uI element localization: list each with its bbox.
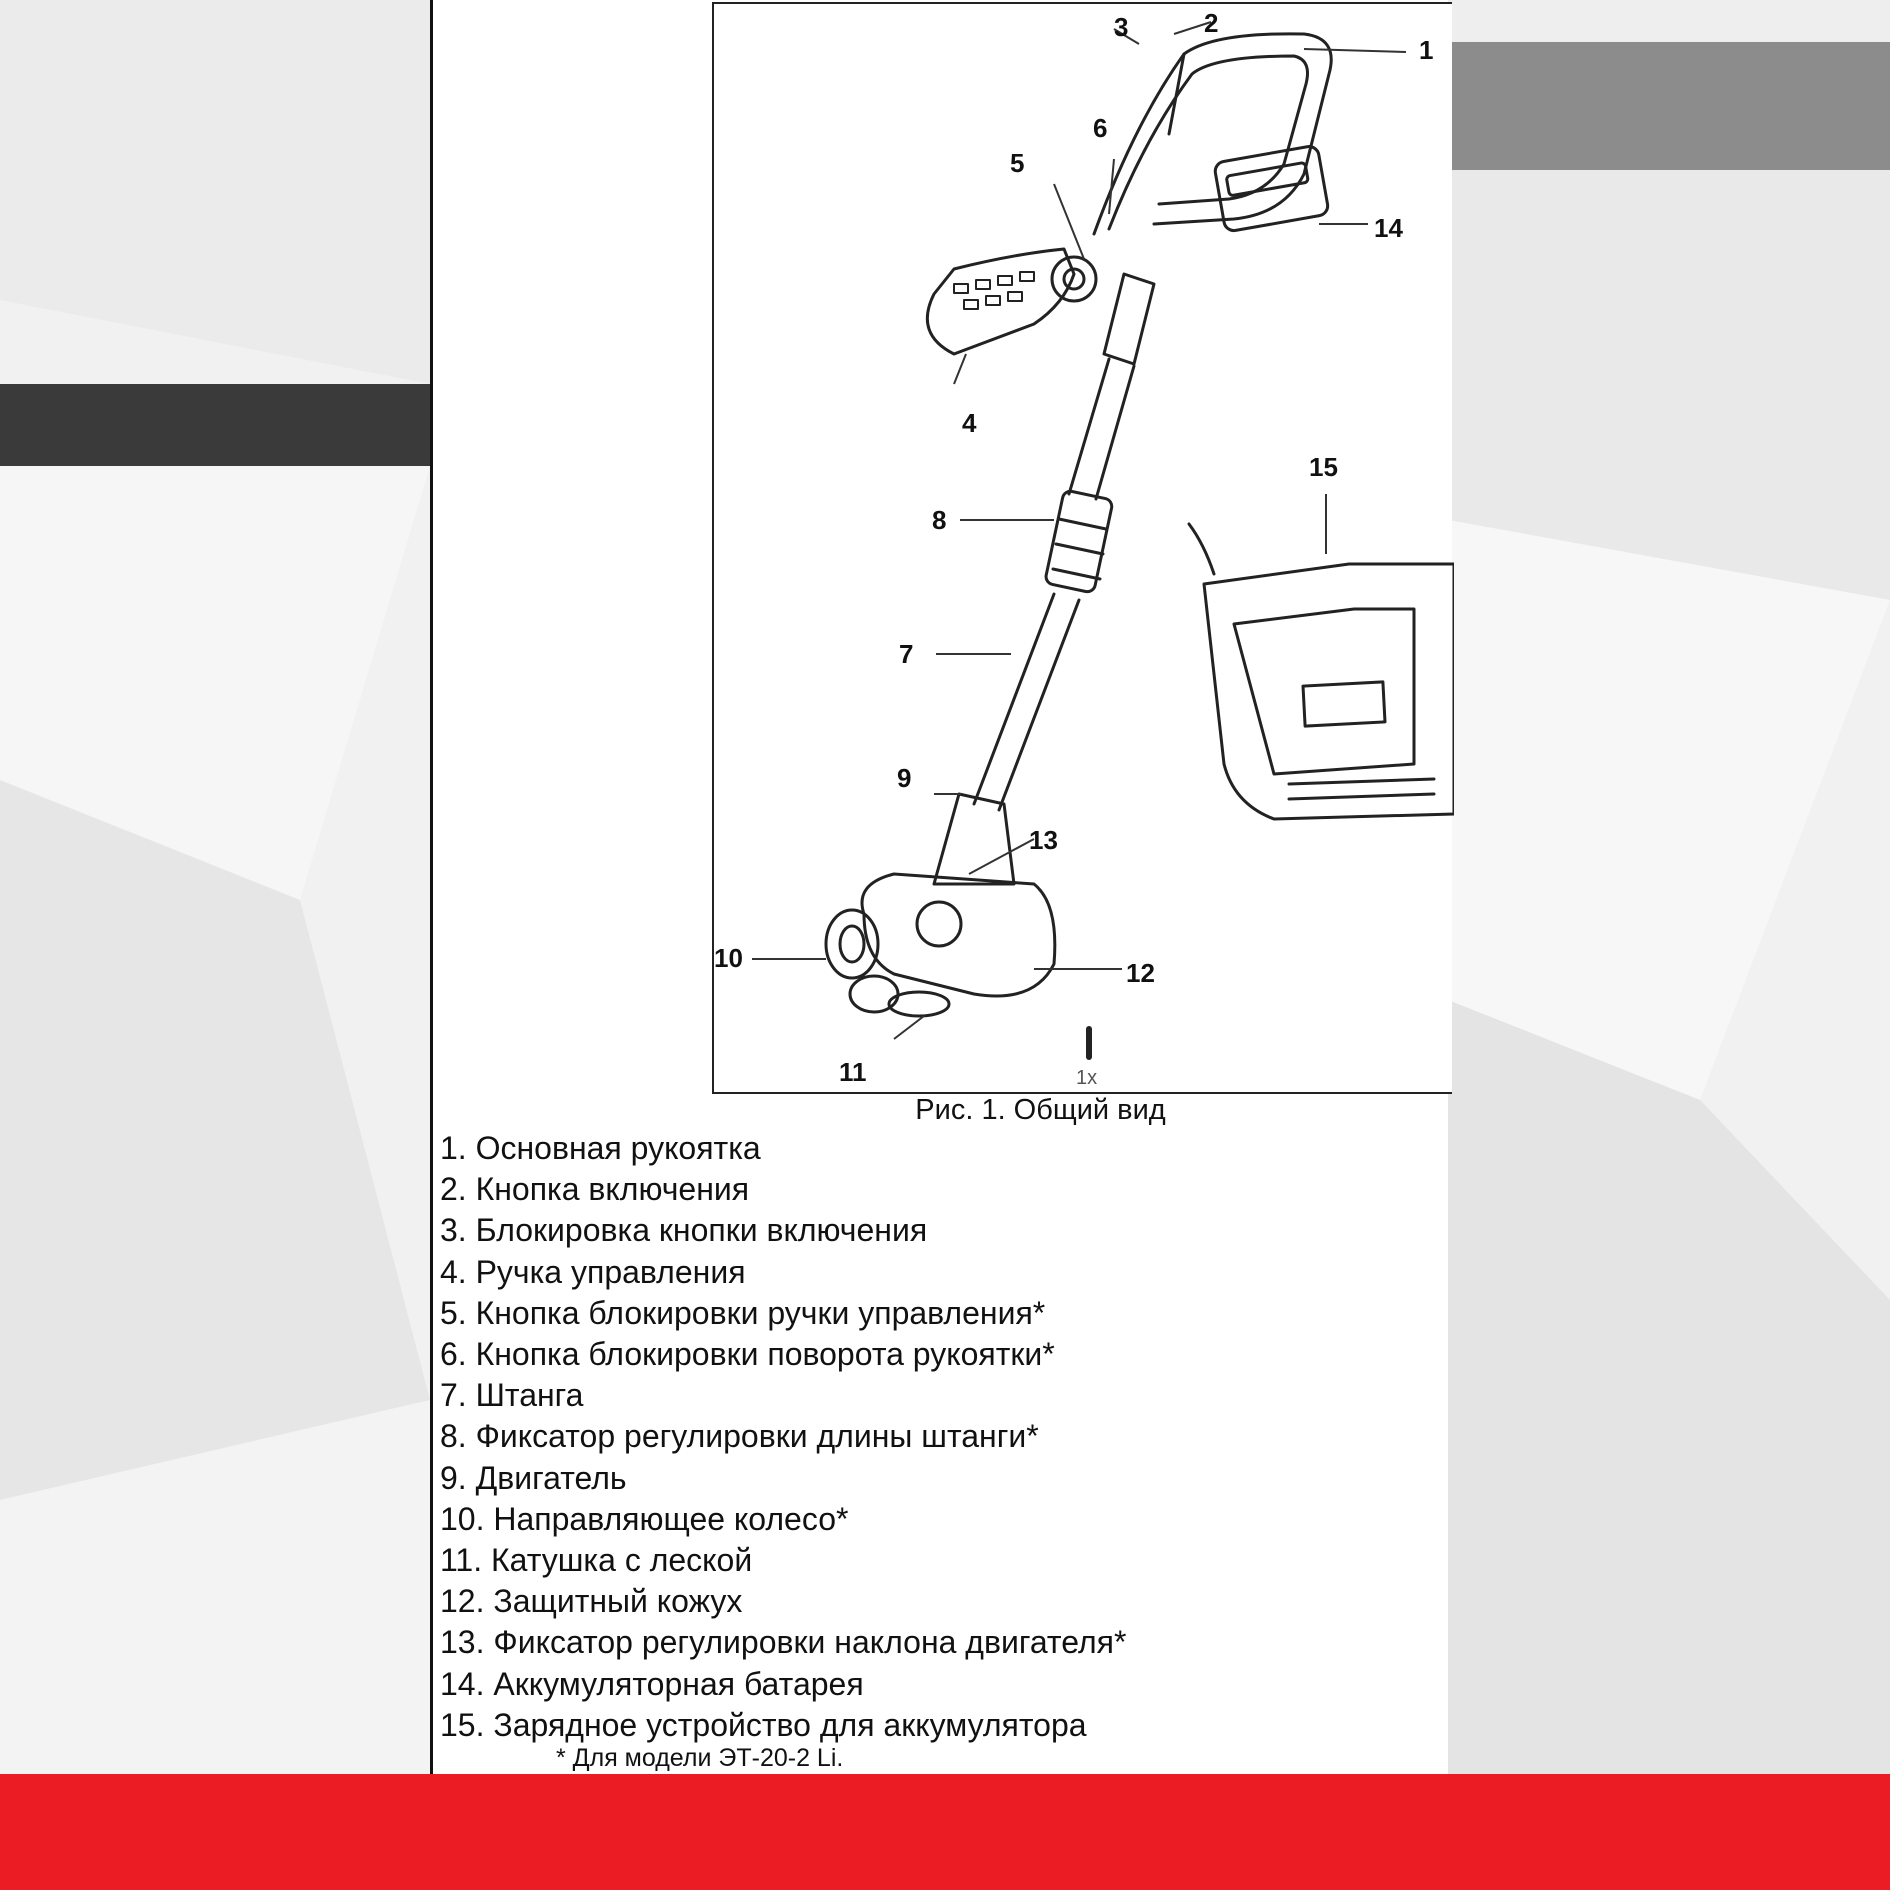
legend-item: 1. Основная рукоятка xyxy=(440,1130,761,1166)
legend-item: 15. Зарядное устройство для аккумулятора xyxy=(440,1706,1087,1743)
callout-14: 14 xyxy=(1374,213,1403,243)
callout-2: 2 xyxy=(1204,8,1219,38)
figure-caption: Рис. 1. Общий вид xyxy=(915,1094,1166,1126)
trimmer-diagram xyxy=(714,4,1454,1096)
length-adjuster-drawing xyxy=(1045,490,1114,593)
decor-dark-bar xyxy=(0,384,432,466)
callout-1: 1 xyxy=(1419,35,1434,65)
callout-4: 4 xyxy=(962,408,977,438)
legend-item: 11. Катушка с леской xyxy=(440,1542,753,1579)
decor-gray-bar xyxy=(1448,42,1890,170)
legend-item: 6. Кнопка блокировки поворота рукоятки* xyxy=(440,1336,1055,1373)
legend-item: 8. Фиксатор регулировки длины штанги* xyxy=(440,1418,1039,1455)
figure-frame xyxy=(712,2,1452,1094)
spool-drawing xyxy=(889,992,949,1016)
legend-item: 13. Фиксатор регулировки наклона двигателя* xyxy=(440,1624,1127,1661)
model-footnote: * Для модели ЭТ-20-2 Li. xyxy=(556,1744,844,1772)
legend-item: 2. Кнопка включения xyxy=(440,1171,750,1208)
callout-6: 6 xyxy=(1093,113,1108,143)
legend-item: 12. Защитный кожух xyxy=(440,1583,743,1620)
lock-knob-drawing xyxy=(1052,257,1096,301)
callout-12: 12 xyxy=(1126,958,1155,988)
callout-7: 7 xyxy=(899,639,914,669)
wheel-drawing xyxy=(826,910,878,978)
decor-red-footer-bar xyxy=(0,1774,1890,1890)
legend-item: 3. Блокировка кнопки включения xyxy=(440,1212,928,1249)
legend-item: 4. Ручка управления xyxy=(440,1253,746,1290)
legend-item: 14. Аккумуляторная батарея xyxy=(440,1665,864,1702)
page-divider-line xyxy=(430,0,433,1890)
callout-13: 13 xyxy=(1029,825,1058,855)
callout-5: 5 xyxy=(1010,148,1025,178)
legend-item: 5. Кнопка блокировки ручки управления* xyxy=(440,1294,1046,1331)
accessory-count: 1x xyxy=(1076,1067,1098,1089)
parts-legend xyxy=(440,1128,1440,1746)
legend-item: 7. Штанга xyxy=(440,1377,584,1414)
callout-9: 9 xyxy=(897,763,912,793)
legend-item: 9. Двигатель xyxy=(440,1459,627,1496)
callout-11: 11 xyxy=(839,1057,867,1087)
callout-10: 10 xyxy=(714,943,743,973)
callout-15: 15 xyxy=(1309,452,1338,482)
callout-8: 8 xyxy=(932,505,947,535)
legend-item: 10. Направляющее колесо* xyxy=(440,1500,849,1537)
shaft-drawing xyxy=(1069,359,1134,499)
callout-3: 3 xyxy=(1114,12,1129,42)
